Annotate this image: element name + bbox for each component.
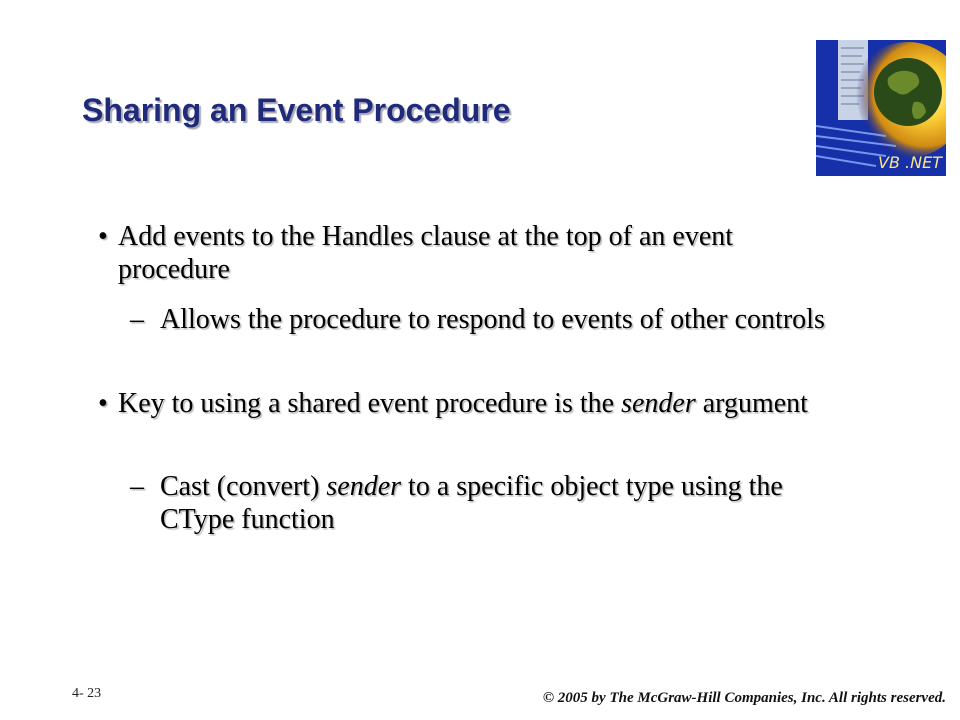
bullet-text: to a specific object type using the CType function [160,471,783,535]
bullet-text: argument [695,388,808,419]
copyright-notice: © 2005 by The McGraw-Hill Companies, Inc. All rights reserved. [542,690,946,706]
page-number: 4- 23 [72,686,102,701]
bullet-marker: • [98,388,108,419]
vb-net-globe-icon [816,40,946,176]
slide-title: Sharing an Event Procedure [82,92,511,128]
bullet-item [98,220,838,286]
bullet-text: Key to using a shared event procedure is the [118,388,622,419]
dash-marker: – [130,304,144,335]
bullet-item [98,387,838,420]
dash-marker: – [130,471,144,502]
bullet-text: sender [621,388,696,419]
sub-bullet-item [130,303,850,336]
bullet-text: Allows the procedure to respond to events of other controls [160,304,825,335]
bullet-text: Add events to the Handles clause at the top of an event procedure [118,221,734,285]
bullet-text: Cast (convert) [160,471,327,502]
logo-text: VB .NET [878,153,942,172]
bullet-text: sender [326,471,402,502]
bullet-marker: • [98,221,108,252]
sub-bullet-item [130,470,860,536]
